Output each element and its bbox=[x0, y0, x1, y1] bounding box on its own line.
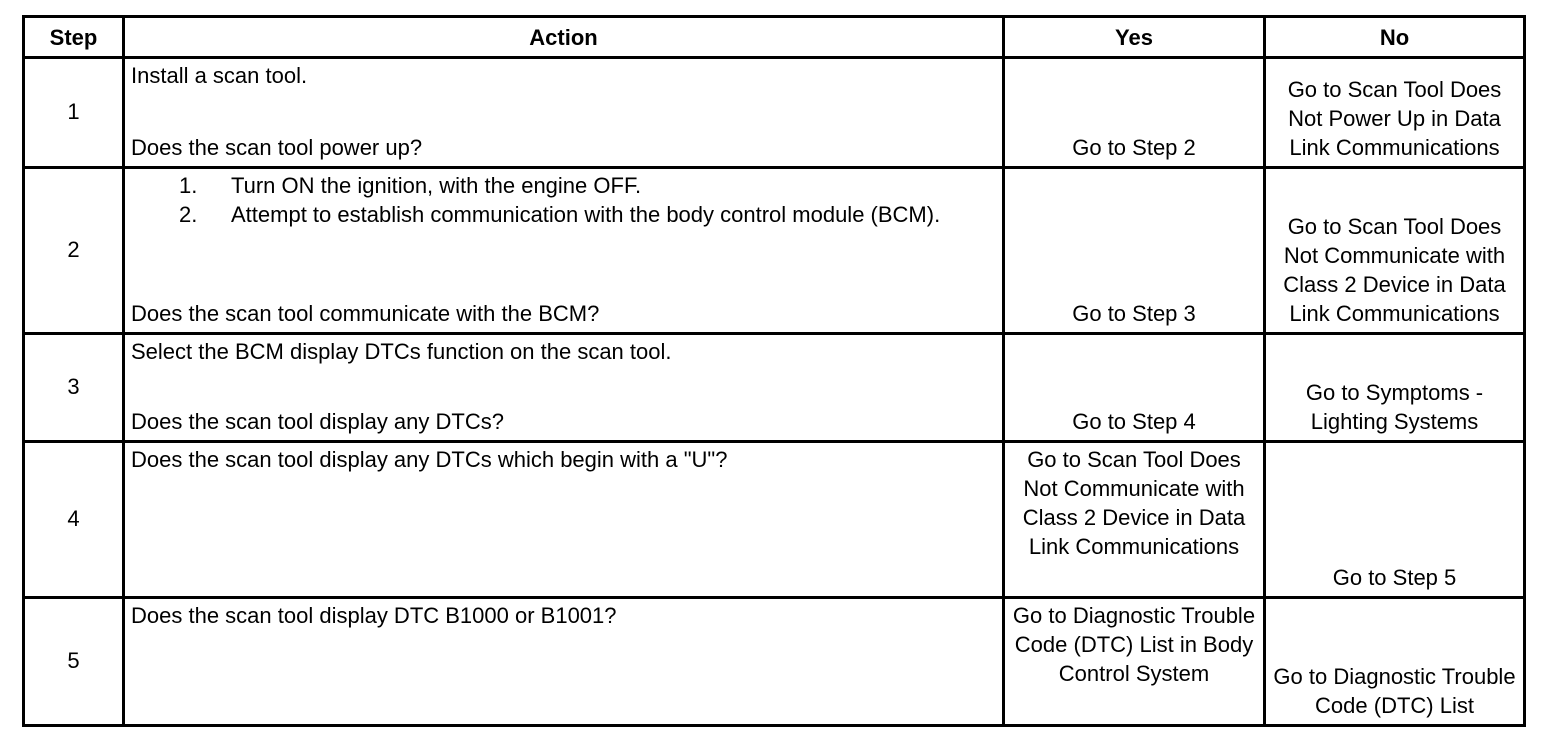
yes-cell bbox=[1005, 335, 1266, 443]
step-number: 3 bbox=[25, 335, 125, 443]
list-item-number: 2. bbox=[179, 202, 198, 227]
step-number: 4 bbox=[25, 443, 125, 599]
no-cell bbox=[1266, 169, 1523, 335]
action-cell bbox=[125, 169, 1005, 335]
action-instruction: Install a scan tool. bbox=[131, 63, 308, 88]
yes-cell bbox=[1005, 169, 1266, 335]
yes-cell bbox=[1005, 59, 1266, 169]
no-cell bbox=[1266, 335, 1523, 443]
yes-link[interactable]: Go to Step 3 bbox=[1072, 301, 1196, 326]
action-steps-list bbox=[131, 171, 996, 229]
list-item bbox=[161, 200, 996, 229]
list-item-text: Attempt to establish communication with the body control module (BCM). bbox=[231, 202, 941, 227]
action-question: Does the scan tool display any DTCs which begin with a "U"? bbox=[131, 447, 728, 472]
yes-link[interactable]: Go to Step 4 bbox=[1072, 409, 1196, 434]
action-question: Does the scan tool power up? bbox=[131, 135, 423, 160]
no-cell bbox=[1266, 59, 1523, 169]
yes-link[interactable]: Go to Scan Tool Does Not Communicate with Class 2 Device in Data Link Communications bbox=[1022, 447, 1246, 559]
no-link[interactable]: Go to Scan Tool Does Not Power Up in Data Link Communications bbox=[1287, 77, 1502, 160]
no-link[interactable]: Go to Symptoms - Lighting Systems bbox=[1305, 380, 1484, 434]
header-action: Action bbox=[125, 18, 1005, 59]
list-item-number: 1. bbox=[179, 173, 198, 198]
step-number: 2 bbox=[25, 169, 125, 335]
list-item bbox=[161, 171, 996, 200]
header-yes: Yes bbox=[1005, 18, 1266, 59]
no-link[interactable]: Go to Diagnostic Trouble Code (DTC) List bbox=[1273, 664, 1516, 718]
yes-cell bbox=[1005, 599, 1266, 724]
yes-cell bbox=[1005, 443, 1266, 599]
action-question: Does the scan tool communicate with the BCM? bbox=[131, 301, 600, 326]
action-cell bbox=[125, 443, 1005, 599]
diagnostic-table bbox=[22, 15, 1526, 727]
action-instruction: Select the BCM display DTCs function on the scan tool. bbox=[131, 339, 672, 364]
yes-link[interactable]: Go to Diagnostic Trouble Code (DTC) List in Body Control System bbox=[1012, 603, 1256, 686]
action-cell bbox=[125, 59, 1005, 169]
step-number: 5 bbox=[25, 599, 125, 724]
action-cell bbox=[125, 599, 1005, 724]
no-cell bbox=[1266, 443, 1523, 599]
action-question: Does the scan tool display DTC B1000 or B1001? bbox=[131, 603, 617, 628]
list-item-text: Turn ON the ignition, with the engine OFF. bbox=[231, 173, 642, 198]
header-step: Step bbox=[25, 18, 125, 59]
no-link[interactable]: Go to Step 5 bbox=[1332, 565, 1457, 590]
no-link[interactable]: Go to Scan Tool Does Not Communicate with Class 2 Device in Data Link Communications bbox=[1283, 214, 1506, 326]
action-question: Does the scan tool display any DTCs? bbox=[131, 409, 504, 434]
step-number: 1 bbox=[25, 59, 125, 169]
no-cell bbox=[1266, 599, 1523, 724]
action-cell bbox=[125, 335, 1005, 443]
header-no: No bbox=[1266, 18, 1523, 59]
yes-link[interactable]: Go to Step 2 bbox=[1072, 135, 1196, 160]
